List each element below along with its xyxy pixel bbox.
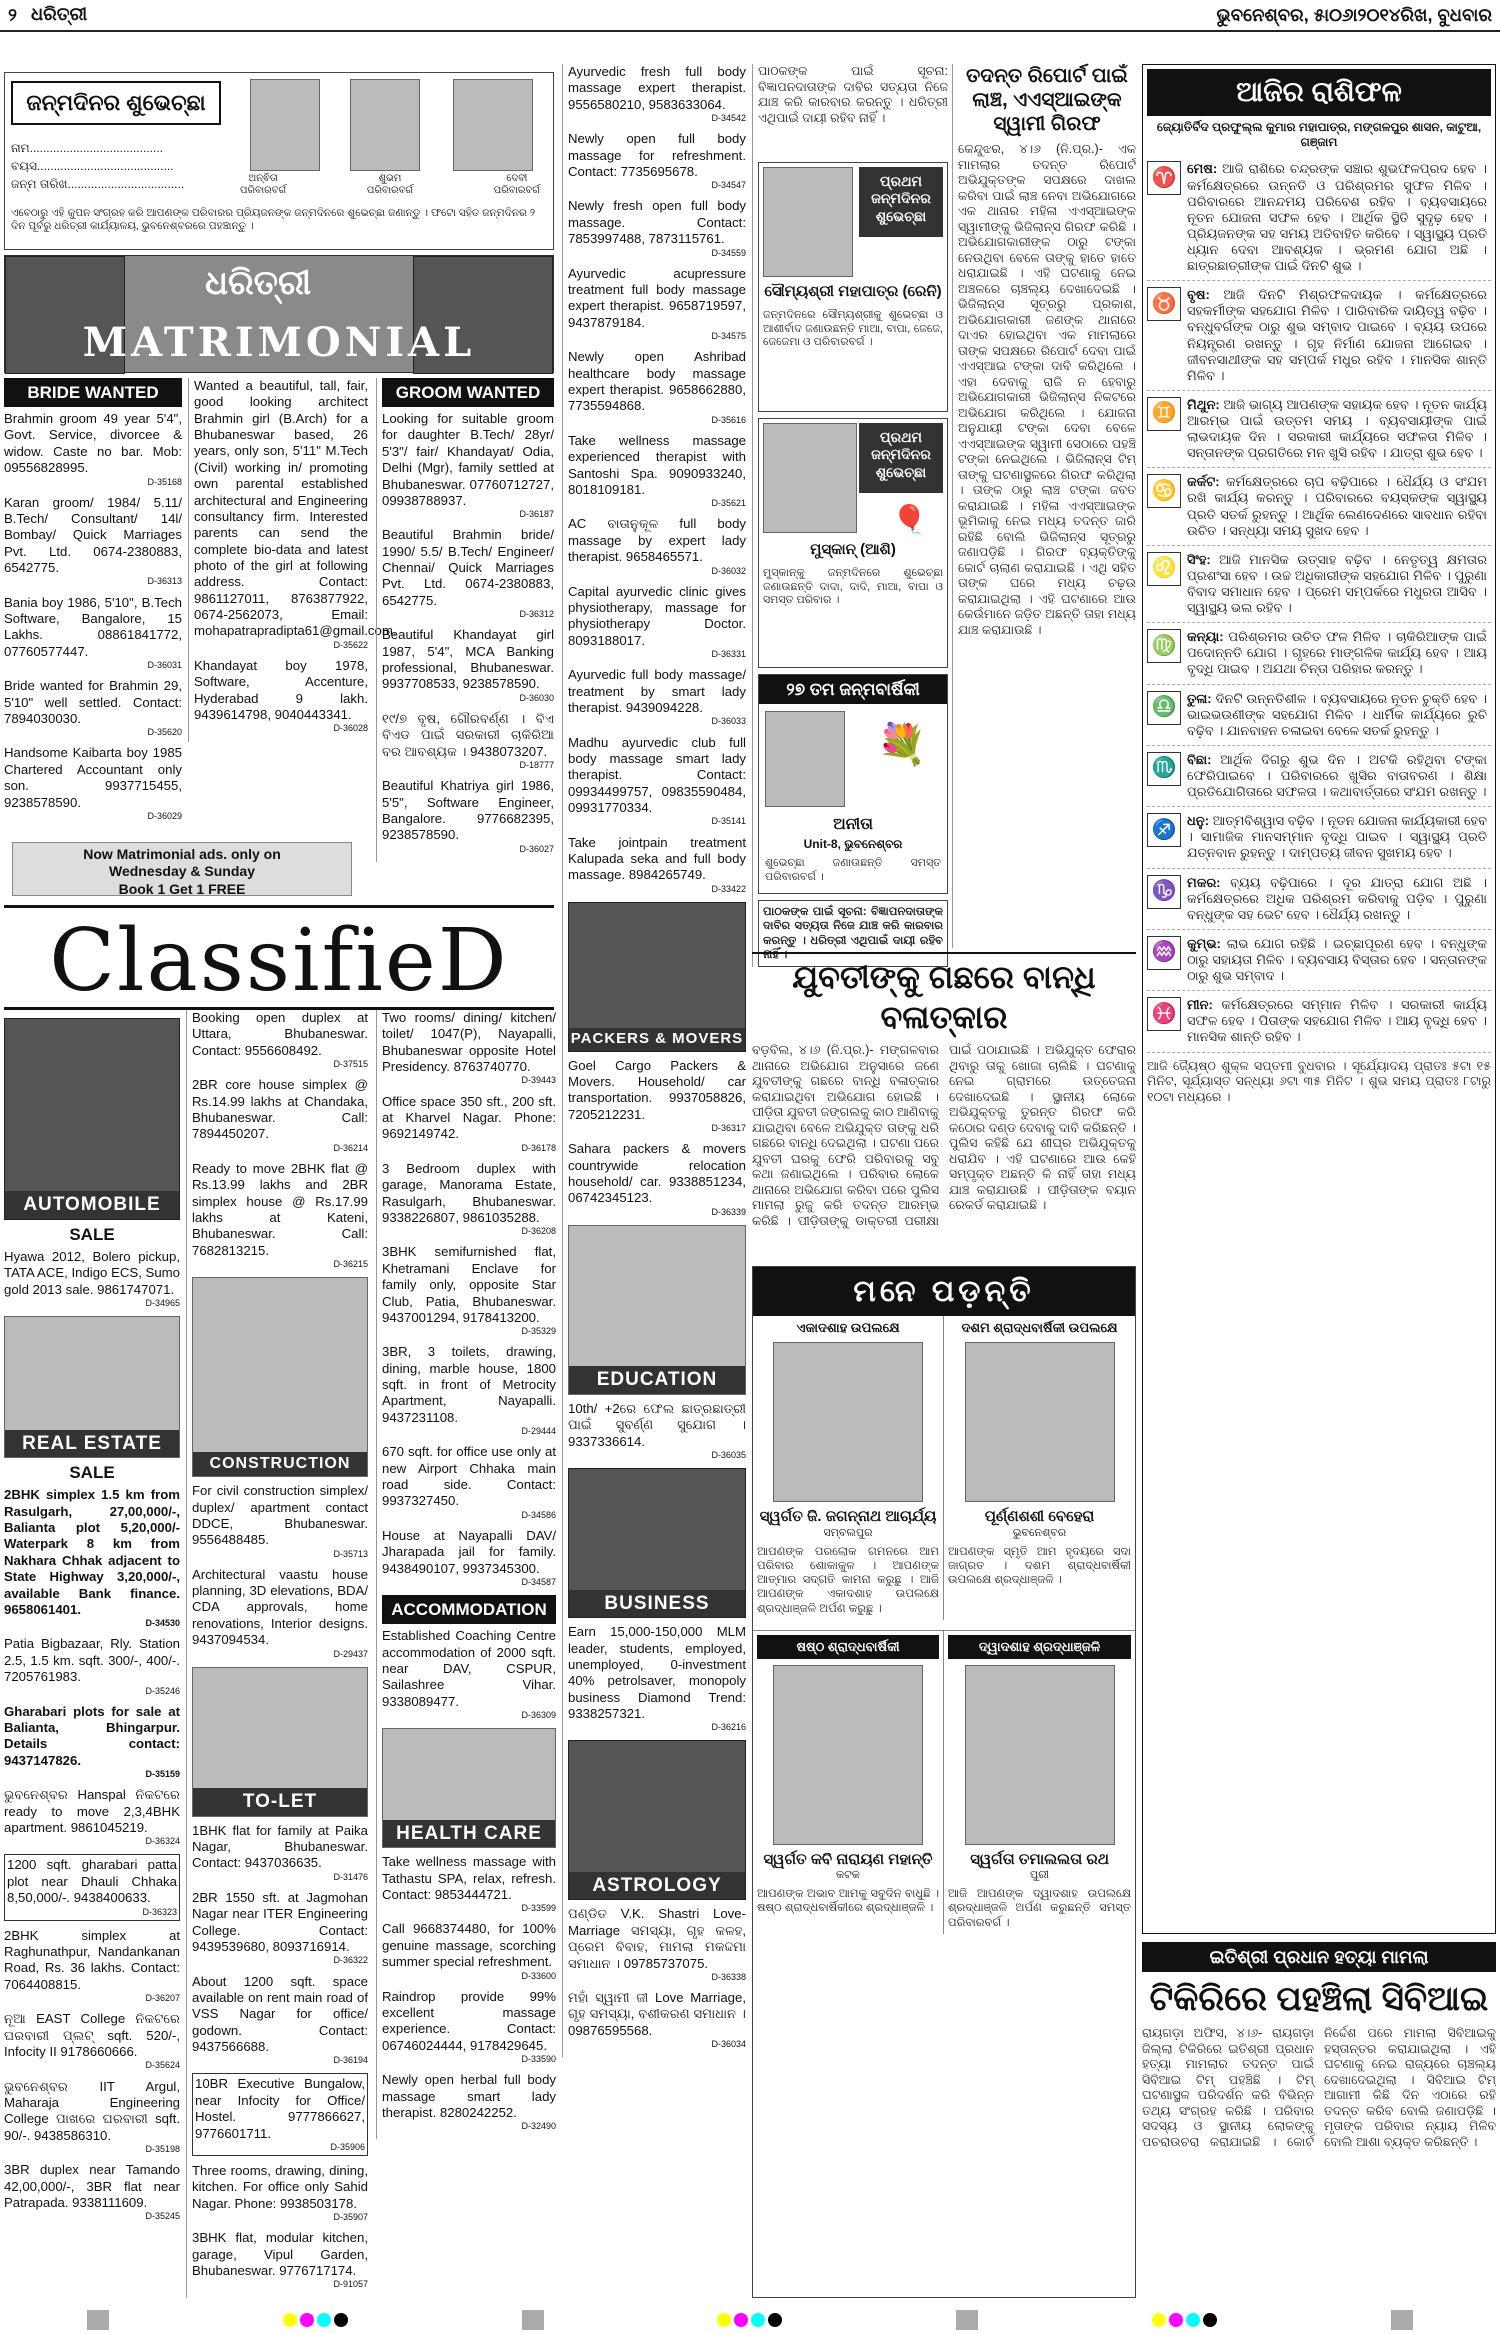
list-item: Beautiful Khandayat girl 1987, 5'4", MCA Banking professional, Bhubaneswar. 9937708533, 9238578590. D-36030 <box>382 627 554 703</box>
list-item: Take wellness massage with Tathastu SPA, relax, refresh. Contact: 9853444721. D-33599 <box>382 1854 556 1914</box>
flower-icon: 💐 <box>877 723 927 767</box>
list-item: Looking for suitable groom for daughter B.Tech/ 28yr/ 5'3"/ fair/ Khandayat/ Odia, Delhi (Mgr), family settled at Bhubaneswar. 07760712727, 09938788937. D-36187 <box>382 411 554 520</box>
groom-wanted-column <box>376 378 554 862</box>
list-item: Capital ayurvedic clinic gives physiotherapy, massage for physiotherapy Doctor. 8093188017. D-36331 <box>568 583 746 660</box>
list-item: ♎ ତୁଳା: ଦିନଟି ଉନ୍ନତିଶୀଳ । ବ୍ୟବସାୟରେ ନୂତନ ଚୁକ୍ତି ହେବ । ଭାଇଭଉଣୀଙ୍କ ସହଯୋଗ ମିଳିବ । ଧାର୍ମିକ କାର୍ଯ୍ୟରେ ରୁଚି ବଢ଼ିବ । ଯାନବାହନ ଚଳାଇବା ବେଳେ ସତର୍କ ରୁହନ୍ତୁ । <box>1147 685 1491 746</box>
list-item: House at Nayapalli DAV/ Jharapada jail for family. 9438490107, 9937345300. D-34587 <box>382 1527 556 1587</box>
obituary-text-2: ଆପଣଙ୍କ ସ୍ମୃତି ଆମ ହୃଦୟରେ ସଦା ଜାଗ୍ରତ । ଦଶମ ଶ୍ରାଦ୍ଧବାର୍ଷିକୀ ଉପଲକ୍ଷେ ଶ୍ରଦ୍ଧାଞ୍ଜଳି । <box>948 1545 1131 1587</box>
virgo-icon: ♍ <box>1147 629 1181 663</box>
baby-photo-2 <box>763 423 857 533</box>
healthcare-label: HEALTH CARE <box>383 1820 555 1848</box>
horoscope-byline: ଜ୍ୟୋତିର୍ବିଦ ପ୍ରଫୁଲ୍ଲ କୁମାର ମହାପାତ୍ର, ମଙ୍ଗଳପୁର ଶାସନ, କାଟୁଆ, ଗଞ୍ଜାମ <box>1156 119 1482 149</box>
aries-icon: ♈ <box>1147 161 1181 195</box>
birthday-name-1: ସୌମ୍ୟଶ୍ରୀ ମହାପାତ୍ର (ରେନି) <box>764 283 942 300</box>
birthday-coupon <box>4 72 554 250</box>
news-cbi <box>1142 1942 1496 2298</box>
list-item: Earn 15,000-150,000 MLM leader, students, employed, unemployed, 0-investment 40% petrolsaver, monopoly business Diamond Trend: 9338257321. D-36216 <box>568 1624 746 1733</box>
obituary-name-3: ସ୍ୱର୍ଗତ କବି ନାରାୟଣ ମହାନ୍ତି <box>763 1850 933 1868</box>
list-item: Office space 350 sft., 200 sft. at Kharvel Nagar. Phone: 9692149742. D-36178 <box>382 1093 556 1153</box>
center-top-note: ପାଠକଙ୍କ ପାଇଁ ସୂଚନା: ବିଜ୍ଞାପନଦାତାଙ୍କ ଦାବିର ସତ୍ୟତା ନିଜେ ଯାଞ୍ଚ କରି କାରବାର କରନ୍ତୁ । ଧରିତ୍ରୀ ଏଥିପାଇଁ ଦାୟୀ ରହିବ ନାହିଁ । <box>758 64 948 125</box>
construction-label: CONSTRUCTION <box>193 1452 367 1476</box>
birthday-card-2 <box>758 418 948 668</box>
list-item: 2BHK simplex at Raghunathpur, Nandankanan Road, Rs. 36 lakhs. Contact: 7064408815. D-36207 <box>4 1927 180 2004</box>
list-item: Beautiful Brahmin bride/ 1990/ 5.5/ B.Tech/ Engineer/ Chennai/ Quick Marriages Pvt. Ltd. 0674-2380883, 6542775. D-36312 <box>382 527 554 620</box>
list-item: ♒ କୁମ୍ଭ: ଲାଭ ଯୋଗ ରହିଛି । ଇଚ୍ଛାପୂରଣ ହେବ । ବନ୍ଧୁଙ୍କ ଠାରୁ ସହାୟତା ମିଳିବ । ବ୍ୟବସାୟ ବିସ୍ତାର ହେବ । ସନ୍ତାନଙ୍କ ଠାରୁ ଶୁଭ ସମ୍ବାଦ । <box>1147 930 1491 991</box>
child-photo-1 <box>250 79 320 171</box>
education-label: EDUCATION <box>569 1366 745 1394</box>
anniversary-card <box>758 674 948 894</box>
obituary-section <box>752 1266 1136 2298</box>
print-registration-strip <box>0 2306 1500 2334</box>
list-item: Newly open full body massage for refreshment. Contact: 7735695678. D-34547 <box>568 131 746 191</box>
child-photo-2 <box>350 79 420 171</box>
list-item: Handsome Kaibarta boy 1985 Chartered Accountant only son. 9937715455, 9238578590. D-36029 <box>4 745 182 821</box>
list-item: ଭୁବନେଶ୍ବର Hanspal ନିକଟରେ ready to move 2,3,4BHK apartment. 9861045219. D-36324 <box>4 1787 180 1847</box>
obituary-photo-1 <box>773 1342 923 1502</box>
date-line: ଭୁବନେଶ୍ବର, ୫ା୦୬ା୨୦୧୪ରିଖ, ବୁଧବାର <box>1216 4 1492 25</box>
list-item: Newly open herbal full body massage smart lady therapist. 8280242252. D-32490 <box>382 2072 556 2132</box>
matrimonial-brand: ଧରିତ୍ରୀ <box>205 263 312 303</box>
obituary-head-3: ଷଷ୍ଠ ଶ୍ରାଦ୍ଧବାର୍ଷିକୀ <box>757 1635 939 1659</box>
promo-line-3: Book 1 Get 1 FREE <box>118 880 246 897</box>
sale-head: SALE <box>69 1225 115 1244</box>
obituary-head-1: ଏକାଦଶାହ ଉପଲକ୍ଷେ <box>796 1320 900 1336</box>
list-item: Newly fresh open full body massage. Contact: 7853997488, 7873115761. D-34559 <box>568 198 746 258</box>
list-item: For civil construction simplex/ duplex/ apartment contact DDCE, Bhubaneswar. 9556488485. D-35713 <box>192 1483 368 1559</box>
classified-title: ClassifieD <box>4 905 554 1010</box>
list-item: 1BHK flat for family at Paika Nagar, Bhubaneswar. Contact: 9437036635. D-31476 <box>192 1822 368 1882</box>
child-name-1: ଅନ୍ଵିତା <box>248 173 278 184</box>
obituary-text-3: ଆପଣଙ୍କ ଅଭାବ ଆମକୁ ସବୁଦିନ ବାଧୁଛି । ଷଷ୍ଠ ଶ୍ରାଦ୍ଧବାର୍ଷିକୀରେ ଶ୍ରଦ୍ଧାଞ୍ଜଳି । <box>757 1888 939 1915</box>
news-cbi-kicker: ଇତିଶ୍ରୀ ପ୍ରଧାନ ହତ୍ୟା ମାମଲା <box>1142 1942 1496 1972</box>
news-crime-body: ବଡ଼ବିଲ, ୪।୬ (ନି.ପ୍ର.)- ମଙ୍ଗଳବାର ଥାନାରେ ଅଭିଯୋଗ ଅନୁସାରେ ଜଣେ ଯୁବତୀଙ୍କୁ ଗଛରେ ବାନ୍ଧି ବଳାତ୍କାର କରାଯାଇଥିବା ଅଭିଯୋଗ ହୋଇଛି । ପୀଡ଼ିତା ଯୁବତୀ ଜଙ୍ଗଲକୁ କାଠ ଆଣିବାକୁ ଯାଇଥିବା ବେଳେ ଅଭିଯୁକ୍ତ ତାଙ୍କୁ ଧରି ଗଛରେ ବାନ୍ଧି ଦେଇଥିଲା । ଘଟଣା ପରେ ଯୁବତୀ ଘରକୁ ଫେରି ପରିବାରକୁ ସବୁ କଥା ଜଣାଇଥିଲେ । ପରିବାର ଲୋକେ ଥାନାରେ ଅଭିଯୋଗ କରିବା ପରେ ପୁଲିସ ମାମଲା ରୁଜୁ କରି ତଦନ୍ତ ଆରମ୍ଭ କରିଛି । ପୀଡ଼ିତାଙ୍କୁ ଡାକ୍ତରୀ ପରୀକ୍ଷା ପାଇଁ ପଠାଯାଇଛି । ଅଭିଯୁକ୍ତ ଫେରାର ଥିବାରୁ ତାକୁ ଖୋଜା ଚାଲିଛି । ଘଟଣାକୁ ନେଇ ଗ୍ରାମରେ ଉତ୍ତେଜନା ଦେଖାଦେଇଛି । ସ୍ଥାନୀୟ ଲୋକେ ଅଭିଯୁକ୍ତକୁ ତୁରନ୍ତ ଗିରଫ କରି କଠୋର ଦଣ୍ଡ ଦେବାକୁ ଦାବି କରିଛନ୍ତି । ପୁଲିସ କହିଛି ଯେ ଶୀଘ୍ର ଅଭିଯୁକ୍ତକୁ ଧରାଯିବ । ଏହି ଘଟଣାରେ ଆଉ କେହି ସମ୍ପୃକ୍ତ ଅଛନ୍ତି କି ନାହିଁ ତାହା ମଧ୍ୟ ଯାଞ୍ଚ କରାଯାଉଛି । ପୀଡ଼ିତାଙ୍କ ବୟାନ ରେକର୍ଡ କରାଯାଇଛି । <box>752 1043 1136 1228</box>
list-item: ♉ ବୃଷ: ଆଜି ଦିନଟି ମିଶ୍ରଫଳଦାୟକ । କର୍ମକ୍ଷେତ୍ରରେ ସହକର୍ମୀଙ୍କ ସହଯୋଗ ମିଳିବ । ପାରିବାରିକ ଦାୟିତ୍ୱ ବଢ଼ିବ । ବନ୍ଧୁବର୍ଗଙ୍କ ଠାରୁ ଶୁଭ ସମ୍ବାଦ ପାଇବେ । ବ୍ୟୟ ଉପରେ ନିୟନ୍ତ୍ରଣ ରଖନ୍ତୁ । ଗୃହ ନିର୍ମାଣ ଯୋଜନା ଆଗେଇବ । ଜୀବନସାଥୀଙ୍କ ସହ ସମ୍ପର୍କ ମଧୁର ରହିବ । ମାନସିକ ଶାନ୍ତି ମିଳିବ । <box>1147 281 1491 391</box>
list-item: ନୂଆ EAST College ନିକଟରେ ଘରବାରୀ ପ୍ଲଟ୍ sqft. 520/-, Infocity II 9178660666. D-35624 <box>4 2011 180 2071</box>
automobile-label: AUTOMOBILE <box>5 1191 179 1219</box>
birthday-note: ଏବେଠାରୁ ଏହି କୁପନ ସଂଗ୍ରହ କରି ଆପଣଙ୍କ ପରିବାରର ପ୍ରିୟଜନଙ୍କ ଜନ୍ମଦିନରେ ଶୁଭେଚ୍ଛା ଜଣାନ୍ତୁ । ଫଟୋ ସହିତ ଜନ୍ମଦିନର ୨ ଦିନ ପୂର୍ବରୁ ଧରିତ୍ରୀ କାର୍ଯ୍ୟାଳୟ, ଭୁବନେଶ୍ବରରେ ପହଞ୍ଚାନ୍ତୁ । <box>11 207 536 233</box>
pisces-icon: ♓ <box>1147 997 1181 1031</box>
list-item: ♑ ମକର: ବ୍ୟୟ ବଢ଼ିପାରେ । ଦୂର ଯାତ୍ରା ଯୋଗ ଅଛି । କର୍ମକ୍ଷେତ୍ରରେ ଅଧିକ ପରିଶ୍ରମ କରିବାକୁ ପଡ଼ିବ । ପୁରୁଣା ବନ୍ଧୁଙ୍କ ସହ ଭେଟ ହେବ । ଧୈର୍ଯ୍ୟ ରଖନ୍ତୁ । <box>1147 869 1491 930</box>
list-item: 10th/ +2ରେ ଫେଲ ଛାତ୍ରଛାତ୍ରୀ ପାଇଁ ସୁବର୍ଣ୍ଣ ସୁଯୋଗ । 9337336614. D-36035 <box>568 1400 746 1460</box>
classified-col-c <box>376 1010 556 2139</box>
list-item: Architectural vaastu house planning, 3D elevations, BDA/ CDA approvals, home renovations, Interior designs. 9437094534. D-29437 <box>192 1566 368 1659</box>
list-item: Beautiful Khatriya girl 1986, 5'5", Software Engineer, Bangalore. 9776682395, 9238578590. D-36027 <box>382 778 554 854</box>
sagittarius-icon: ♐ <box>1147 813 1181 847</box>
packers-label: PACKERS & MOVERS <box>569 1028 745 1051</box>
birthday-title: ଜନ୍ମଦିନର ଶୁଭେଚ୍ଛା <box>11 81 221 125</box>
birthday-text-2: ମୁସ୍କାନ୍‌କୁ ଜନ୍ମଦିନରେ ଶୁଭେଚ୍ଛା ଜଣାଉଛନ୍ତି ଦାଦା, ଦାଦି, ମାଆ, ବାପା ଓ ସମସ୍ତ ପରିବାର । <box>763 567 943 607</box>
construction-image <box>192 1277 368 1477</box>
reader-notice: ପାଠକଙ୍କ ପାଇଁ ସୂଚନା: ବିଜ୍ଞାପନଦାତାଙ୍କ ଦାବିର ସତ୍ୟତା ନିଜେ ଯାଞ୍ଚ କରି କାରବାର କରନ୍ତୁ । ଧରିତ୍ରୀ ଏଥିପାଇଁ ଦାୟୀ ରହିବ ନାହିଁ । <box>758 900 948 967</box>
registration-dots <box>717 2313 782 2327</box>
list-item: ♊ ମିଥୁନ: ଆଜି ଭାଗ୍ୟ ଆପଣଙ୍କ ସହାୟକ ହେବ । ନୂତନ କାର୍ଯ୍ୟ ଆରମ୍ଭ ପାଇଁ ଉତ୍ତମ ସମୟ । ବ୍ୟବସାୟୀଙ୍କ ପାଇଁ ଲାଭଦାୟକ ଦିନ । ସରକାରୀ କାର୍ଯ୍ୟରେ ସଫଳତା ମିଳିବ । ସନ୍ତାନଙ୍କ ପ୍ରଗତିରେ ମନ ଖୁସି ରହିବ । ଯାତ୍ରା ଶୁଭ ହେବ । <box>1147 391 1491 468</box>
news-bribe-headline: ତଦନ୍ତ ରିପୋର୍ଟ ପାଇଁ ଲାଞ୍ଚ, ଏଏସ୍‌ଆଇଙ୍କ ସ୍ୱାମୀ ଗିରଫ <box>966 65 1128 135</box>
list-item: ♓ ମୀନ: କର୍ମକ୍ଷେତ୍ରରେ ସମ୍ମାନ ମିଳିବ । ସରକାରୀ କାର୍ଯ୍ୟ ସଫଳ ହେବ । ପିତାଙ୍କ ସହଯୋଗ ମିଳିବ । ଆୟ ବୃଦ୍ଧି ହେବ । ମାନସିକ ଶାନ୍ତି ରହିବ । <box>1147 991 1491 1052</box>
news-crime-headline: ଯୁବତୀଙ୍କୁ ଗଛରେ ବାନ୍ଧି ବଳାତ୍କାର <box>792 959 1096 1035</box>
list-item: Raindrop provide 99% excellent massage experience. Contact: 06746024444, 9178429645. D-33590 <box>382 1988 556 2065</box>
classified-col-b <box>186 1010 368 2298</box>
list-item: 3BR, 3 toilets, drawing, dining, marble house, 1800 sqft. in front of Metrocity Apartment, Nayapalli. 9437231108. D-29444 <box>382 1344 556 1437</box>
astrology-image <box>568 1740 746 1900</box>
list-item: 2BR 1550 sft. at Jagmohan Nagar near ITER Engineering College. Contact: 9439539680, 8093716914. D-36322 <box>192 1889 368 1966</box>
astrology-label: ASTROLOGY <box>569 1872 745 1900</box>
news-cbi-body: ରାୟଗଡ଼ା ଅଫିସ, ୪।୬- ରାୟଗଡ଼ା ଜିଲ୍ଲା ଟିକିରିରେ ଇତିଶ୍ରୀ ପ୍ରଧାନ ହତ୍ୟା ମାମଲାର ତଦନ୍ତ ପାଇଁ ସିବିଆଇ ଟିମ୍ ପହଞ୍ଚିଛି । ଟିମ୍ ଘଟଣାସ୍ଥଳ ପରିଦର୍ଶନ କରି ବିଭିନ୍ନ ତଥ୍ୟ ସଂଗ୍ରହ କରିଛି । ପରିବାର ସଦସ୍ୟ ଓ ସ୍ଥାନୀୟ ଲୋକଙ୍କୁ ପଚରାଉଚରା କରାଯାଇଛି । କୋର୍ଟ ନିର୍ଦ୍ଦେଶ ପରେ ମାମଲା ସିବିଆଇକୁ ହସ୍ତାନ୍ତର କରାଯାଇଥିଲା । ଏହି ଘଟଣାକୁ ନେଇ ରାଜ୍ୟରେ ଚାଞ୍ଚଲ୍ୟ ଦେଖାଦେଇଥିଲା । ସିବିଆଇ ଟିମ୍ ଆଗାମୀ କିଛି ଦିନ ଏଠାରେ ରହି ତଦନ୍ତ କରିବ ବୋଲି ଜଣାପଡ଼ିଛି । ମୃତାଙ୍କ ପରିବାର ନ୍ୟାୟ ମିଳିବ ବୋଲି ଆଶା ବ୍ୟକ୍ତ କରିଛନ୍ତି । <box>1142 2026 1496 2149</box>
list-item: ♏ ବିଛା: ଆର୍ଥିକ ଦିଗରୁ ଶୁଭ ଦିନ । ଅଟକି ରହିଥିବା ଟଙ୍କା ଫେରିପାଇବେ । ପରିବାରରେ ଖୁସିର ବାତାବରଣ । ଶିକ୍ଷା ପ୍ରତିଯୋଗିତାରେ ସଫଳତା । କଥାବାର୍ତ୍ତାରେ ସଂଯମ ରଖନ୍ତୁ । <box>1147 746 1491 807</box>
matrimonial-promo <box>12 842 352 896</box>
obituary-title: ମନେ ପଡ଼ନ୍ତି <box>753 1267 1135 1316</box>
obituary-photo-3 <box>773 1665 923 1845</box>
anniversary-name: ଅନୀତା <box>833 816 873 833</box>
list-item: Hyawa 2012, Bolero pickup, TATA ACE, Indigo ECS, Sumo gold 2013 sale. 9861747071. D-34965 <box>4 1249 180 1309</box>
tolet-label: TO-LET <box>193 1788 367 1816</box>
education-image <box>568 1225 746 1395</box>
healthcare-image <box>382 1728 556 1848</box>
list-item: Call 9668374480, for 100% genuine massage, scorching summer special refreshment. D-33600 <box>382 1921 556 1981</box>
bride-wanted-column-2 <box>188 378 397 742</box>
scorpio-icon: ♏ <box>1147 752 1181 786</box>
list-item: 2BR core house simplex @ Rs.14.99 lakhs at Chandaka, Bhubaneswar. Call: 7894450207. D-36214 <box>192 1077 368 1153</box>
horoscope-section <box>1142 64 1496 1934</box>
list-item: 3BR duplex near Tamando 42,00,000/-, 3BR flat near Patrapada. 9338111609. D-35245 <box>4 2162 180 2222</box>
obituary-sub-3: କଟକ <box>836 1869 860 1882</box>
birthday-badge-1: ପ୍ରଥମ ଜନ୍ମଦିନର ଶୁଭେଚ୍ଛା <box>859 167 943 237</box>
bride-wanted-column <box>4 378 182 829</box>
list-item: ୧୯/୭ ବୃଷ, ଗୌରବର୍ଣ୍ଣ । ବିଏ ବିଏଡ ପାଇଁ ସରକାରୀ ଚାକିରିଆ ବର ଆବଶ୍ୟକ । 9438073207. D-18777 <box>382 710 554 771</box>
registration-block <box>1391 2310 1413 2330</box>
child-name-3: ଦେବୀ <box>506 173 528 184</box>
news-cbi-headline: ଟିକିରିରେ ପହଞ୍ଚିଲା ସିବିଆଇ <box>1149 1980 1489 2019</box>
child-name-2: ଶୁଭମ <box>378 173 402 184</box>
anniversary-head: ୨୭ ତମ ଜନ୍ମବାର୍ଷିକୀ <box>759 675 947 704</box>
bride-wanted-head: BRIDE WANTED <box>4 378 182 407</box>
anniversary-text: ଶୁଭେଚ୍ଛା ଜଣାଉଛନ୍ତି ସମସ୍ତ ପରିବାରବର୍ଗ । <box>765 857 941 883</box>
obituary-sub-2: ଭୁବନେଶ୍ବର <box>1012 1526 1067 1539</box>
child-sub-2: ପରିବାରବର୍ଗ <box>366 185 414 197</box>
list-item: Take jointpain treatment Kalupada seka and full body massage. 8984265749. D-33422 <box>568 834 746 894</box>
list-item: Karan groom/ 1984/ 5.11/ B.Tech/ Consultant/ 14l/ Bombay/ Quick Marriages Pvt. Ltd. 0674-2380883, 6542775. D-36313 <box>4 494 182 587</box>
business-label: BUSINESS <box>569 1590 745 1618</box>
obituary-item-4 <box>944 1631 1135 1934</box>
registration-dots <box>1152 2313 1217 2327</box>
horoscope-title: ଆଜିର ରାଶିଫଳ <box>1147 69 1491 116</box>
obituary-name-4: ସ୍ୱର୍ଗତା ତମାଲଲତା ରଥ <box>970 1850 1109 1868</box>
list-item: Newly open Ashribad healthcare body massage expert therapist. 9658662880, 7735594868. D-35616 <box>568 349 746 425</box>
masthead-logo: ଧରିତ୍ରୀ <box>30 3 88 25</box>
page-number: ୨ <box>8 4 17 25</box>
obituary-name-2: ପୂର୍ଣ୍ଣଶଶୀ ବେହେରା <box>984 1508 1095 1526</box>
aquarius-icon: ♒ <box>1147 936 1181 970</box>
obituary-item-1 <box>753 1316 944 1620</box>
list-item: Gharabari plots for sale at Balianta, Bhingarpur. Details contact: 9437147826. D-35159 <box>4 1703 180 1780</box>
taurus-icon: ♉ <box>1147 287 1181 321</box>
list-item: Goel Cargo Packers & Movers. Household/ car transportation. 9937058826, 7205212231. D-36317 <box>568 1057 746 1134</box>
list-item: Madhu ayurvedic club full body massage smart lady therapist. Contact: 09934499757, 09835590484, 09931770334. D-35141 <box>568 734 746 827</box>
anniversary-sub: Unit-8, ଭୁବନେଶ୍ବର <box>803 837 903 851</box>
list-item: ♈ ମେଷ: ଆଜି ରାଶିରେ ଚନ୍ଦ୍ରଙ୍କ ସଞ୍ଚାର ଶୁଭଫଳପ୍ରଦ ହେବ । କର୍ମକ୍ଷେତ୍ରରେ ଉନ୍ନତି ଓ ପରିଶ୍ରମର ସୁଫଳ ମିଳିବ । ପରିବାରରେ ଆନନ୍ଦମୟ ପରିବେଶ ରହିବ । ବ୍ୟବସାୟରେ ନୂତନ ଯୋଜନା ସଫଳ ହେବ । ଆର୍ଥିକ ସ୍ଥିତି ସୁଦୃଢ଼ ହେବ । ପ୍ରିୟଜନଙ୍କ ସହ ସମୟ ଅତିବାହିତ କରିବେ । ସ୍ୱାସ୍ଥ୍ୟ ପ୍ରତି ଧ୍ୟାନ ଦେବା ଆବଶ୍ୟକ । ଭ୍ରମଣ ଯୋଗ ଅଛି । ଛାତ୍ରଛାତ୍ରୀଙ୍କ ପାଇଁ ଦିନଟି ଶୁଭ । <box>1147 155 1491 281</box>
page-header <box>0 0 1500 32</box>
list-item: Ayurvedic full body massage/ treatment by smart lady therapist. 9439094228. D-36033 <box>568 667 746 727</box>
classified-col-d <box>562 64 746 2057</box>
capricorn-icon: ♑ <box>1147 875 1181 909</box>
obituary-photo-4 <box>965 1665 1115 1845</box>
obituary-head-4: ଦ୍ୱାଦଶାହ ଶ୍ରଦ୍ଧାଞ୍ଜଳି <box>948 1635 1131 1659</box>
leo-icon: ♌ <box>1147 552 1181 586</box>
matrimonial-banner <box>4 255 554 373</box>
news-bribe-body: କେନ୍ଦୁଝର, ୪।୬ (ନି.ପ୍ର.)- ଏକ ମାମଲାର ତଦନ୍ତ ରିପୋର୍ଟ ଅଭିଯୁକ୍ତଙ୍କ ସପକ୍ଷରେ ଦାଖଲ କରିବା ପାଇଁ ଲାଞ୍ଚ ନେବା ଅଭିଯୋଗରେ ଏକ ଥାନାର ମହିଳା ଏଏସ୍‌ଆଇଙ୍କ ସ୍ୱାମୀଙ୍କୁ ଭିଜିଲାନ୍ସ ଗିରଫ କରିଛି । ଅଭିଯୋଗକାରୀଙ୍କ ଠାରୁ ଟଙ୍କା ନେଉଥିବା ବେଳେ ତାଙ୍କୁ ହାତେ ହାତେ ଧରାଯାଇଛି । ଏହି ଘଟଣାକୁ ନେଇ ଅଞ୍ଚଳରେ ଚାଞ୍ଚଲ୍ୟ ଦେଖାଦେଇଛି । ଭିଜିଲାନ୍ସ ସୂତ୍ରରୁ ପ୍ରକାଶ, ଅଭିଯୋଗକାରୀ ଜଣଙ୍କ ଥାନାରେ ଦାଏର ହୋଇଥିବା ଏକ ମାମଲାରେ ତାଙ୍କ ସପକ୍ଷରେ ରିପୋର୍ଟ ଦେବା ପାଇଁ ଏଏସ୍‌ଆଇ ଟଙ୍କା ଦାବି କରିଥିଲେ । ଏହା ଦେବାକୁ ରାଜି ନ ହେବାରୁ ଅଭିଯୋଗକାରୀ ଭିଜିଲାନ୍ସ ନିକଟରେ ଅଭିଯୋଗ କରିଥିଲେ । ଯୋଜନା ଅନୁଯାୟୀ ଟଙ୍କା ଦେବା ବେଳେ ଏଏସ୍‌ଆଇଙ୍କ ସ୍ୱାମୀ ସେଠାରେ ପହଞ୍ଚି ଟଙ୍କା ନେଇଥିଲେ । ଭିଜିଲାନ୍ସ ଟିମ୍ ତାଙ୍କୁ ଘଟଣାସ୍ଥଳରେ ଗିରଫ କରିଥିଲା । ତାଙ୍କ ଠାରୁ ଲାଞ୍ଚ ଟଙ୍କା ଜବତ କରାଯାଇଛି । ମହିଳା ଏଏସ୍‌ଆଇଙ୍କ ଭୂମିକାକୁ ନେଇ ମଧ୍ୟ ତଦନ୍ତ ଜାରି ରହିଛି ବୋଲି ଭିଜିଲାନ୍ସ ସୂତ୍ରରୁ ଜଣାପଡ଼ିଛି । ଗିରଫ ବ୍ୟକ୍ତିଙ୍କୁ କୋର୍ଟ ଚାଲାଣ କରାଯାଇଛି । ଏଥି ସହିତ ତାଙ୍କ ଘରେ ମଧ୍ୟ ଚଢ଼ଉ କରାଯାଇଥିଲା । ଏହି ଘଟଣାରେ ଆଉ କେଉଁମାନେ ଜଡ଼ିତ ଅଛନ୍ତି ତାହା ମଧ୍ୟ ଯାଞ୍ଚ କରାଯାଉଛି । <box>958 142 1136 637</box>
birthday-card-1 <box>758 162 948 412</box>
packers-image <box>568 902 746 1052</box>
obituary-sub-1: ସମ୍ବଲପୁର <box>823 1526 873 1539</box>
form-dob-label: ଜନ୍ମ ତାରିଖ................................... <box>11 177 185 191</box>
automobile-image <box>4 1018 180 1220</box>
obituary-name-1: ସ୍ୱର୍ଗତ ଜି. ଜଗନ୍ନାଥ ଆଚାର୍ଯ୍ୟ <box>759 1508 937 1526</box>
birthday-badge-2: ପ୍ରଥମ ଜନ୍ମଦିନର ଶୁଭେଚ୍ଛା <box>859 423 943 493</box>
list-item: Bania boy 1986, 5'10", B.Tech Software, Bangalore, 15 Lakhs. 08861841772, 07760577447. D-36031 <box>4 594 182 671</box>
list-item: Ready to move 2BHK flat @ Rs.13.99 lakhs and 2BR simplex house @ Rs.17.99 lakhs at Kateni, Bhubaneswar. Call: 7682813215. D-36215 <box>192 1160 368 1269</box>
cancer-icon: ♋ <box>1147 474 1181 508</box>
child-sub-3: ପରିବାରବର୍ଗ <box>493 185 540 197</box>
registration-block <box>522 2310 544 2330</box>
tolet-image <box>192 1667 368 1817</box>
list-item: AC ବାତାନୁକୂଳ full body massage by expert lady therapist. 9658465571. D-36032 <box>568 516 746 576</box>
list-item: 3 Bedroom duplex with garage, Manorama Estate, Rasulgarh, Bhubaneswar. 9338226807, 9861035288. D-36208 <box>382 1160 556 1237</box>
obituary-text-4: ଆଜି ଆପଣଙ୍କ ଦ୍ୱାଦଶାହ ଉପଲକ୍ଷେ ଶ୍ରଦ୍ଧାଞ୍ଜଳି ଅର୍ପଣ କରୁଛନ୍ତି ସମସ୍ତ ପରିବାରବର୍ଗ । <box>948 1888 1131 1929</box>
libra-icon: ♎ <box>1147 691 1181 725</box>
list-item: 670 sqft. for office use only at new Airport Chhaka main road side. Contact: 9937327450. D-34586 <box>382 1444 556 1520</box>
real-estate-label: REAL ESTATE <box>5 1430 179 1458</box>
child-photo-3 <box>453 79 533 171</box>
promo-line-1: Now Matrimonial ads. only on <box>83 846 281 862</box>
anniversary-photo <box>765 711 845 807</box>
list-item: Ayurvedic fresh full body massage expert therapist. 9556580210, 9583633064. D-34542 <box>568 64 746 124</box>
panjika-text: ଆଜି ଜ୍ୟୈଷ୍ଠ ଶୁକ୍ଳ ସପ୍ତମୀ ବୁଧବାର । ସୂର୍ଯ୍ୟୋଦୟ ପ୍ରାତଃ ୫ଟା ୧୫ ମିନିଟ, ସୂର୍ଯ୍ୟାସ୍ତ ସନ୍ଧ୍ୟା ୬ଟା ୩୫ ମିନିଟ । ଶୁଭ ସମୟ ପ୍ରାତଃ ୮ଟାରୁ ୧୦ଟା ମଧ୍ୟରେ । <box>1147 1058 1491 1104</box>
obituary-item-3 <box>753 1631 944 1934</box>
list-item: Sahara packers & movers countrywide relocation household/ car. 9338851234, 06742345123. D-36339 <box>568 1141 746 1217</box>
sale-head-2: SALE <box>69 1463 115 1483</box>
list-item: Take wellness massage experienced therapist with Santoshi Spa. 9090933240, 8018109181. D-35621 <box>568 432 746 509</box>
groom-wanted-head: GROOM WANTED <box>382 378 554 407</box>
list-item: Brahmin groom 49 year 5'4", Govt. Service, divorcee & widow. Caste no bar. Mob: 09556828995. D-35168 <box>4 411 182 487</box>
obituary-sub-4: ପୁରୀ <box>1030 1869 1049 1882</box>
obituary-text-1: ଆପଣଙ୍କ ପରଲୋକ ଗମନରେ ଆମ ପରିବାର ଶୋକାକୁଳ । ଆପଣଙ୍କ ଆତ୍ମାର ସଦ୍‌ଗତି କାମନା କରୁଛୁ । ଆଜି ଆପଣଙ୍କ ଏକାଦଶାହ ଉପଲକ୍ଷେ ଶ୍ରଦ୍ଧାଞ୍ଜଳି ଅର୍ପଣ କରୁଛୁ । <box>757 1545 939 1615</box>
gemini-icon: ♊ <box>1147 397 1181 431</box>
list-item: 3BHK flat, modular kitchen, garage, Vipul Garden, Bhubaneswar. 9776717174. D-91057 <box>192 2230 368 2290</box>
form-name-label: ନାମ........................................ <box>11 141 163 155</box>
news-bribe <box>952 64 1136 948</box>
list-item: Three rooms, drawing, dining, kitchen. For office only Sahid Nagar. Phone: 9938503178. D-35907 <box>192 2163 368 2223</box>
list-item: About 1200 sqft. space available on rent main road of VSS Nagar for office/ godown. Contact: 9437566688. D-36194 <box>192 1973 368 2066</box>
horoscope-list <box>1147 155 1491 1052</box>
list-item: Bride wanted for Brahmin 29, 5'10" well settled. Contact: 7894030030. D-35620 <box>4 678 182 738</box>
registration-block <box>87 2310 109 2330</box>
list-item: 2BHK simplex 1.5 km from Rasulgarh, 27,00,000/-, Balianta plot 5,20,000/- Waterpark 8 km from Nakhara Chhak adjacent to State Highway 3,20,000/-, available Bank finance. 9658061401. D-34530 <box>4 1487 180 1629</box>
list-item: ♌ ସିଂହ: ଆଜି ମାନସିକ ଉତ୍ସାହ ବଢ଼ିବ । ନେତୃତ୍ୱ କ୍ଷମତାର ପ୍ରଶଂସା ହେବ । ଉଚ୍ଚ ଅଧିକାରୀଙ୍କ ସହଯୋଗ ମିଳିବ । ପୁରୁଣା ବିବାଦ ସମାଧାନ ହେବ । ପ୍ରେମ ସମ୍ପର୍କରେ ମଧୁରତା ଆସିବ । ସ୍ୱାସ୍ଥ୍ୟ ଭଲ ରହିବ । <box>1147 546 1491 623</box>
list-item: 1200 sqft. gharabari patta plot near Dhauli Chhaka 8,50,000/-. 9438400633. D-36323 <box>4 1854 180 1920</box>
child-sub-1: ପରିବାରବର୍ଗ <box>240 185 287 197</box>
list-item: Booking open duplex at Uttara, Bhubaneswar. Contact: 9556608492. D-37515 <box>192 1010 368 1070</box>
list-item: ♍ କନ୍ୟା: ପରିଶ୍ରମର ଉଚିତ ଫଳ ମିଳିବ । ଚାକିରିଆଙ୍କ ପାଇଁ ପଦୋନ୍ନତି ଯୋଗ । ଗୃହରେ ମାଙ୍ଗଳିକ କାର୍ଯ୍ୟ ହେବ । ଆୟ ବୃଦ୍ଧି ପାଇବ । ଅଯଥା ଚିନ୍ତା ପରିହାର କରନ୍ତୁ । <box>1147 623 1491 684</box>
list-item: Wanted a beautiful, tall, fair, good looking architect Brahmin girl (B.Arch) for a Bhubaneswar based, 26 years, only son, 5'11" M.Tech (Civil) working in/ promoting own parental established architectural and Engineering consultancy firm. Interested parents can send the complete bio-data and latest photo of the girl at following address. Contact: 9861127011, 8763877922, 0674-2562073, Email: mohapatrapradipta61@gmail.com. D-35622 <box>194 378 397 650</box>
list-item: Ayurvedic acupressure treatment full body massage expert therapist. 9658719597, 9437879184. D-34575 <box>568 265 746 342</box>
matrimonial-banner-title: MATRIMONIAL <box>82 319 476 367</box>
obituary-head-2: ଦଶମ ଶ୍ରାଦ୍ଧବାର୍ଷିକୀ ଉପଲକ୍ଷେ <box>961 1320 1118 1336</box>
list-item: Patia Bigbazaar, Rly. Station 2.5, 1.5 km. sqft. 300/-, 400/-. 7205761983. D-35246 <box>4 1636 180 1696</box>
birthday-text-1: ଜନ୍ମଦିନରେ ସୌମ୍ୟଶ୍ରୀକୁ ଶୁଭେଚ୍ଛା ଓ ଆଶୀର୍ବାଦ ଜଣାଉଛନ୍ତି ମାଆ, ବାପା, ଜେଜେ, ଜେଜେମା ଓ ପରିବାରବର୍ଗ । <box>763 309 943 349</box>
obituary-photo-2 <box>965 1342 1115 1502</box>
promo-line-2: Wednesday & Sunday <box>108 863 255 880</box>
baby-photo-1 <box>763 167 853 277</box>
business-image <box>568 1468 746 1618</box>
list-item: ମହାଁ ସ୍ୱାମୀ ଜୀ Love Marriage, ଗୃହ ସମସ୍ୟା, ବଶୀକରଣ ସମାଧାନ । 09876595568. D-36034 <box>568 1990 746 2050</box>
list-item: Two rooms/ dining/ kitchen/ toilet/ 1047(P), Nayapalli, Bhubaneswar opposite Hotel Presidency. 8763740770. D-39443 <box>382 1010 556 1086</box>
list-item: ଭୁବନେଶ୍ବର IIT Argul, Maharaja Engineering College ପାଖରେ ଘରବାରୀ sqft. 90/-. 9438586310. D-35198 <box>4 2078 180 2154</box>
list-item: Khandayat boy 1978, Software, Accenture, Hyderabad 9 lakh. 9439614798, 9040443341. D-36028 <box>194 657 368 734</box>
list-item: 10BR Executive Bungalow, near Infocity for Office/ Hostel. 9777866627, 9776601711. D-35906 <box>192 2073 368 2156</box>
balloons-icon: 🎈 <box>892 504 927 535</box>
list-item: ପଣ୍ଡିତ V.K. Shastri Love-Marriage ସମସ୍ୟା, ଗୃହ କଳହ, ପ୍ରେମ ବିବାହ, ମାମଲା ମକଦ୍ଦମା ସମାଧାନ । 09785737075. D-36338 <box>568 1906 746 1982</box>
list-item: ♐ ଧନୁ: ଆତ୍ମବିଶ୍ୱାସ ବଢ଼ିବ । ନୂତନ ଯୋଜନା କାର୍ଯ୍ୟକାରୀ ହେବ । ସାମାଜିକ ମାନସମ୍ମାନ ବୃଦ୍ଧି ପାଇବ । ସ୍ୱାସ୍ଥ୍ୟ ପ୍ରତି ଯତ୍ନବାନ ରୁହନ୍ତୁ । ଦାମ୍ପତ୍ୟ ଜୀବନ ସୁଖମୟ ହେବ । <box>1147 807 1491 868</box>
list-item: 3BHK semifurnished flat, Khetramani Enclave for family only, opposite Star Club, Patia, Bhubaneswar. 9437001294, 9178413200. D-35329 <box>382 1244 556 1337</box>
list-item: ♋ କର୍କଟ: କର୍ମକ୍ଷେତ୍ରରେ ଚାପ ବଢ଼ିପାରେ । ଧୈର୍ଯ୍ୟ ଓ ସଂଯମ ରଖି କାର୍ଯ୍ୟ କରନ୍ତୁ । ପରିବାରରେ ବୟସ୍କଙ୍କ ସ୍ୱାସ୍ଥ୍ୟ ପ୍ରତି ସତର୍କ ରୁହନ୍ତୁ । ଆର୍ଥିକ ଲେଣଦେଣରେ ସାବଧାନ ରହିବା ଉଚିତ । ସନ୍ଧ୍ୟା ସମୟ ସୁଖଦ ହେବ । <box>1147 468 1491 545</box>
birthday-name-2: ମୁସ୍କାନ୍ (ଆଶି) <box>810 541 896 558</box>
obituary-item-2 <box>944 1316 1135 1620</box>
registration-dots <box>283 2313 348 2327</box>
form-age-label: ବୟସ......................................... <box>11 159 174 173</box>
real-estate-image <box>4 1316 180 1458</box>
list-item: Established Coaching Centre accommodation of 2000 sqft. near DAV, CSPUR, Sailashree Vihar. 9338089477. D-36309 <box>382 1628 556 1721</box>
accommodation-head: ACCOMMODATION <box>382 1595 556 1624</box>
center-birthday-column <box>752 64 948 967</box>
registration-block <box>956 2310 978 2330</box>
classified-col-a <box>4 1018 180 2229</box>
